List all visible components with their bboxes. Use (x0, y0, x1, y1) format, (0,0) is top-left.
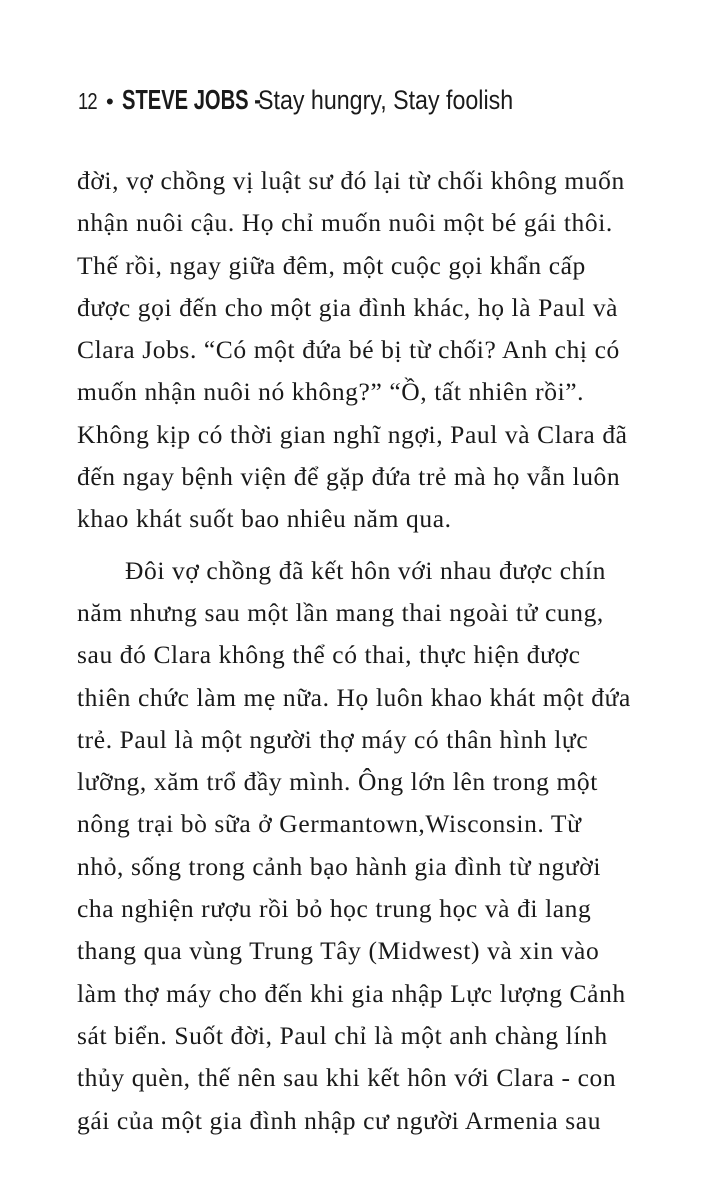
text-line: nhỏ, sống trong cảnh bạo hành gia đình từ người (77, 851, 602, 881)
book-title: STEVE JOBS - (121, 84, 261, 115)
text-line: đời, vợ chồng vị luật sư đó lại từ chối không muốn (77, 166, 625, 195)
text-line: Thế rồi, ngay giữa đêm, một cuộc gọi khẩn cấp (77, 250, 586, 280)
text-line: Không kịp có thời gian nghĩ ngợi, Paul và Clara đã (77, 419, 628, 449)
paragraph-gap (77, 541, 681, 550)
text-line: nhận nuôi cậu. Họ chỉ muốn nuôi một bé gái thôi. (77, 208, 613, 238)
body-text (77, 160, 681, 1142)
text-line: đến ngay bệnh viện để gặp đứa trẻ mà họ vẫn luôn (77, 462, 621, 492)
text-line: thiên chức làm mẹ nữa. Họ luôn khao khát một đứa (77, 682, 631, 712)
page-number: 12 (78, 88, 97, 114)
text-line: khao khát suốt bao nhiêu năm qua. (77, 504, 452, 534)
book-subtitle: Stay hungry, Stay foolish (257, 85, 513, 115)
text-line: trẻ. Paul là một người thợ máy có thân hình lực (77, 724, 589, 754)
running-header (78, 84, 678, 128)
paragraph-2 (77, 550, 681, 1142)
paragraph-1 (77, 160, 681, 541)
text-line: sau đó Clara không thể có thai, thực hiện được (77, 640, 581, 670)
text-line: lưỡng, xăm trổ đầy mình. Ông lớn lên trong một (77, 767, 598, 797)
text-line: Đôi vợ chồng đã kết hôn với nhau được chín (125, 555, 607, 585)
text-line: được gọi đến cho một gia đình khác, họ là Paul và (77, 292, 619, 322)
text-line: cha nghiện rượu rồi bỏ học trung học và đi lang (77, 894, 592, 924)
text-line: gái của một gia đình nhập cư người Armenia sau (77, 1105, 602, 1135)
text-line: muốn nhận nuôi nó không?” “Ồ, tất nhiên rồi”. (77, 377, 585, 407)
text-line: thang qua vùng Trung Tây (Midwest) và xin vào (77, 936, 600, 966)
text-line: năm nhưng sau một lần mang thai ngoài tử cung, (77, 597, 604, 627)
text-line: thủy quèn, thế nên sau khi kết hôn với Clara - con (77, 1063, 617, 1093)
text-line: làm thợ máy cho đến khi gia nhập Lực lượng Cảnh (77, 978, 626, 1008)
text-line: sát biển. Suốt đời, Paul chỉ là một anh chàng lính (77, 1020, 608, 1050)
text-line: nông trại bò sữa ở Germantown,Wisconsin. Từ (77, 809, 582, 839)
header-bullet: • (106, 89, 114, 114)
text-line: Clara Jobs. “Có một đứa bé bị từ chối? Anh chị có (77, 335, 620, 365)
